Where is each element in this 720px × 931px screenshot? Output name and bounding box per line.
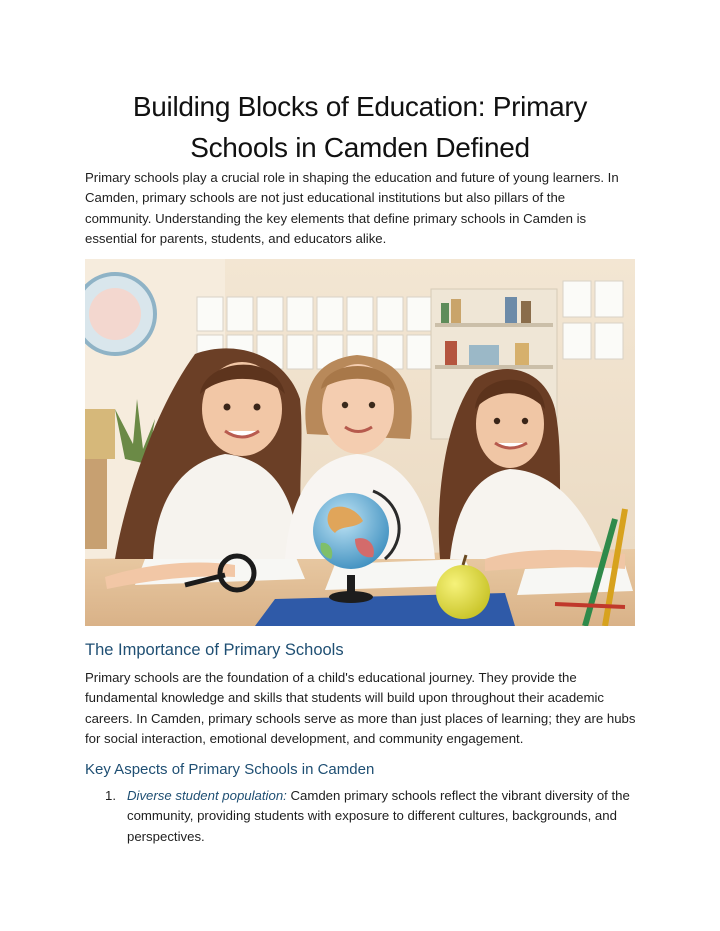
list-item: [85, 786, 635, 847]
key-aspects-list: [85, 786, 635, 847]
section-heading-key-aspects: Key Aspects of Primary Schools in Camden: [85, 761, 375, 778]
importance-paragraph: Primary schools are the foundation of a child's educational journey. They provide the fundamental knowledge and skills that students will build upon throughout their academic careers. In Camden, primary schools serve as more than just places of learning; they are hubs for social interaction, emotional development, and community engagement.: [85, 670, 636, 746]
list-item-number: 1.: [105, 788, 116, 803]
list-item-text: Camden primary schools reflect the vibrant diversity of the community, providing students with exposure to different cultures, backgrounds, and perspectives.: [127, 788, 630, 844]
wall-clock: [85, 274, 155, 354]
document-title: Building Blocks of Education: Primary Schools in Camden Defined: [132, 91, 588, 163]
section-heading-importance: The Importance of Primary Schools: [85, 641, 344, 659]
intro-paragraph: Primary schools play a crucial role in shaping the education and future of young learners. In Camden, primary schools are not just educational institutions but also pillars of the community. Understanding the key elements that define primary schools in Camden is essential for parents, students, and educators alike.: [85, 170, 619, 246]
photo-illustration: [85, 259, 635, 626]
list-item-term: Diverse student population:: [127, 788, 287, 803]
hero-photo: [85, 259, 635, 626]
